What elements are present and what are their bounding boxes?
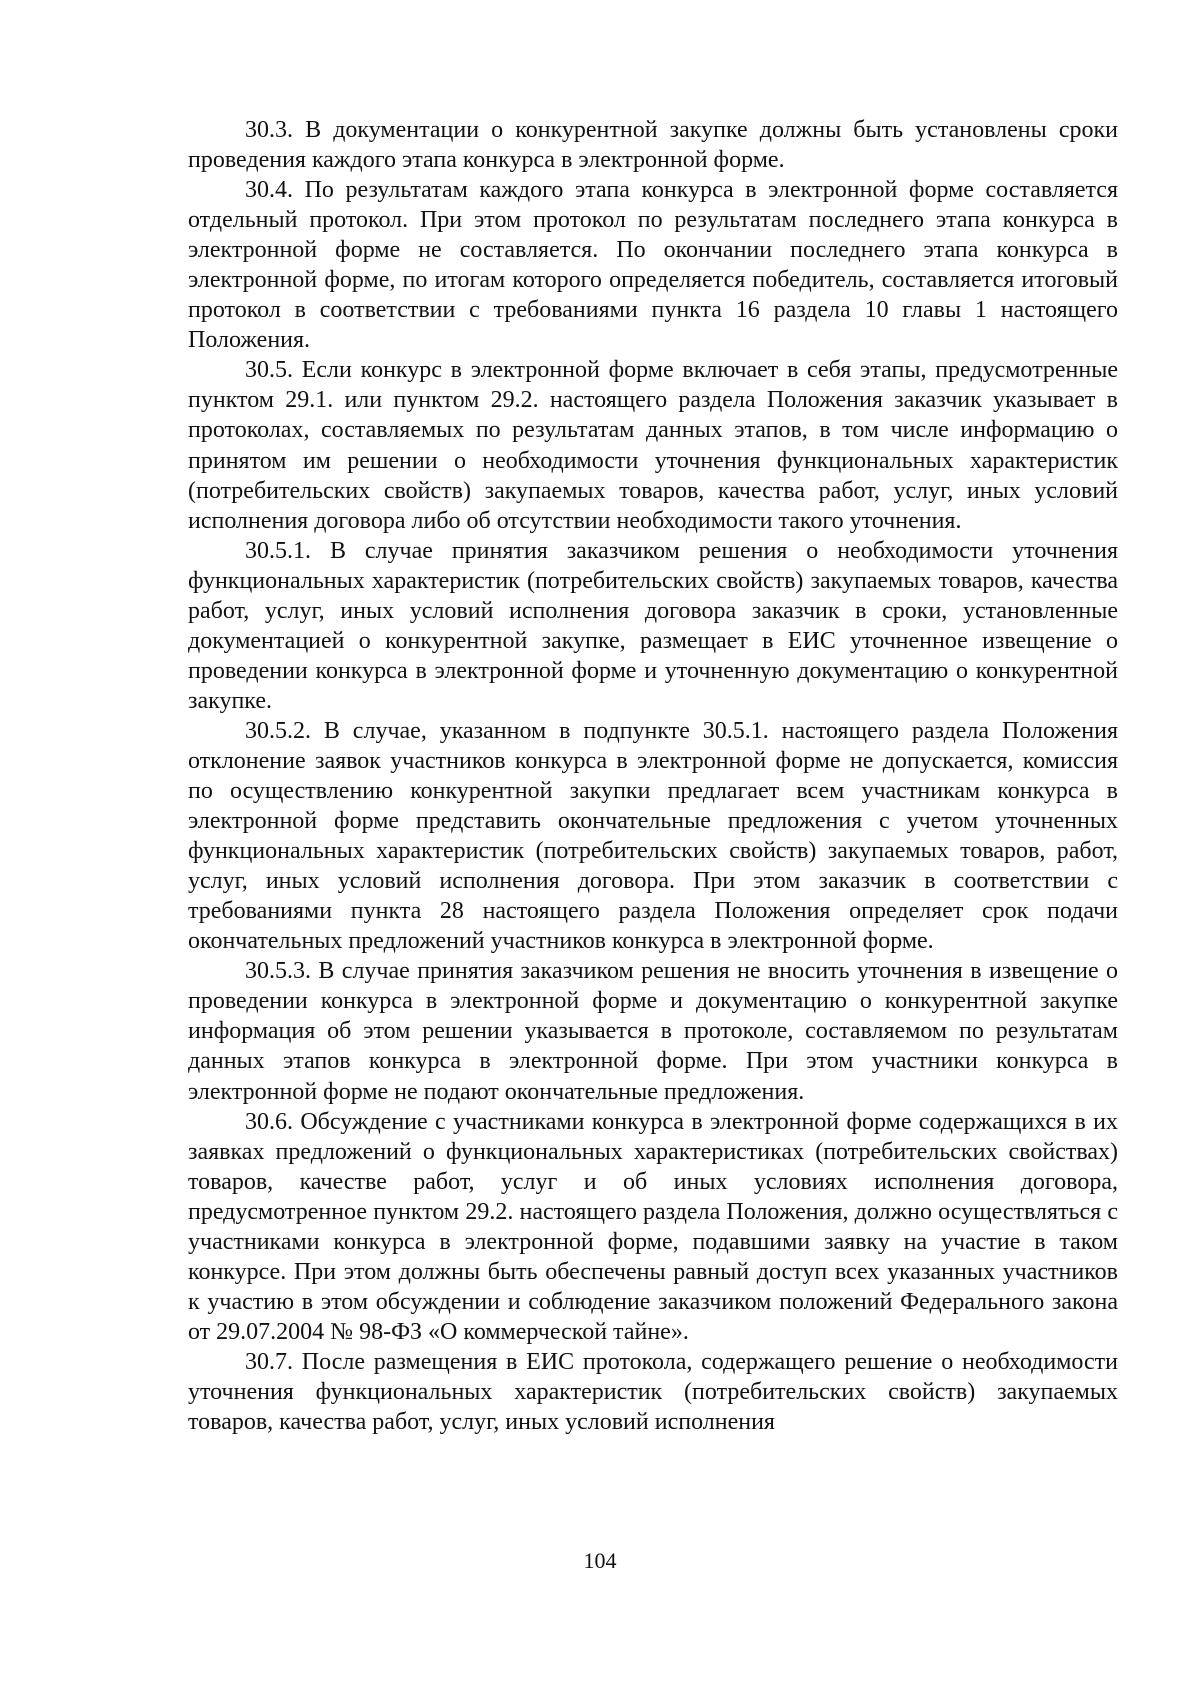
paragraph-30-5-2: 30.5.2. В случае, указанном в подпункте 30.5.1. настоящего раздела Положения отклонение заявок участников конкурса в электронной форме не допускается, комиссия по осуществлению конкурентной закупки предлагает всем участникам конкурса в электронной форме представить окончательные предложения с учетом уточненных функциональных характеристик (потребительских свойств) закупаемых товаров, работ, услуг, иных условий исполнения договора. При этом заказчик в соответствии с требованиями пункта 28 настоящего раздела Положения определяет срок подачи окончательных предложений участников конкурса в электронной форме. (188, 717, 1118, 955)
paragraph-30-7: 30.7. После размещения в ЕИС протокола, содержащего решение о необходимости уточнения функциональных характеристик (потребительских свойств) закупаемых товаров, качества работ, услуг, иных условий исполнения (188, 1348, 1118, 1436)
page-number: 104 (583, 1548, 617, 1573)
document-body (188, 115, 1118, 1437)
paragraph-30-5: 30.5. Если конкурс в электронной форме включает в себя этапы, предусмотренные пунктом 29.1. или пунктом 29.2. настоящего раздела Положения заказчик указывает в протоколах, составляемых по результатам данных этапов, в том числе информацию о принятом им решении о необходимости уточнения функциональных характеристик (потребительских свойств) закупаемых товаров, качества работ, услуг, иных условий исполнения договора либо об отсутствии необходимости такого уточнения. (188, 357, 1118, 534)
paragraph-30-4: 30.4. По результатам каждого этапа конкурса в электронной форме составляется отдельный протокол. При этом протокол по результатам последнего этапа конкурса в электронной форме не составляется. По окончании последнего этапа конкурса в электронной форме, по итогам которого определяется победитель, составляется итоговый протокол в соответствии с требованиями пункта 16 раздела 10 главы 1 настоящего Положения. (188, 177, 1118, 354)
paragraph-30-5-3: 30.5.3. В случае принятия заказчиком решения не вносить уточнения в извещение о проведении конкурса в электронной форме и документацию о конкурентной закупке информация об этом решении указывается в протоколе, составляемом по результатам данных этапов конкурса в электронной форме. При этом участники конкурса в электронной форме не подают окончательные предложения. (188, 958, 1118, 1105)
paragraph-30-3: 30.3. В документации о конкурентной закупке должны быть установлены сроки проведения каждого этапа конкурса в электронной форме. (188, 117, 1118, 174)
paragraph-30-6: 30.6. Обсуждение с участниками конкурса в электронной форме содержащихся в их заявках предложений о функциональных характеристиках (потребительских свойствах) товаров, качестве работ, услуг и об иных условиях исполнения договора, предусмотренное пунктом 29.2. настоящего раздела Положения, должно осуществляться с участниками конкурса в электронной форме, подавшими заявку на участие в таком конкурсе. При этом должны быть обеспечены равный доступ всех указанных участников к участию в этом обсуждении и соблюдение заказчиком положений Федерального закона от 29.07.2004 № 98-ФЗ «О коммерческой тайне». (188, 1108, 1118, 1345)
paragraph-30-5-1: 30.5.1. В случае принятия заказчиком решения о необходимости уточнения функциональных характеристик (потребительских свойств) закупаемых товаров, качества работ, услуг, иных условий исполнения договора заказчик в сроки, установленные документацией о конкурентной закупке, размещает в ЕИС уточненное извещение о проведении конкурса в электронной форме и уточненную документацию о конкурентной закупке. (188, 537, 1118, 714)
